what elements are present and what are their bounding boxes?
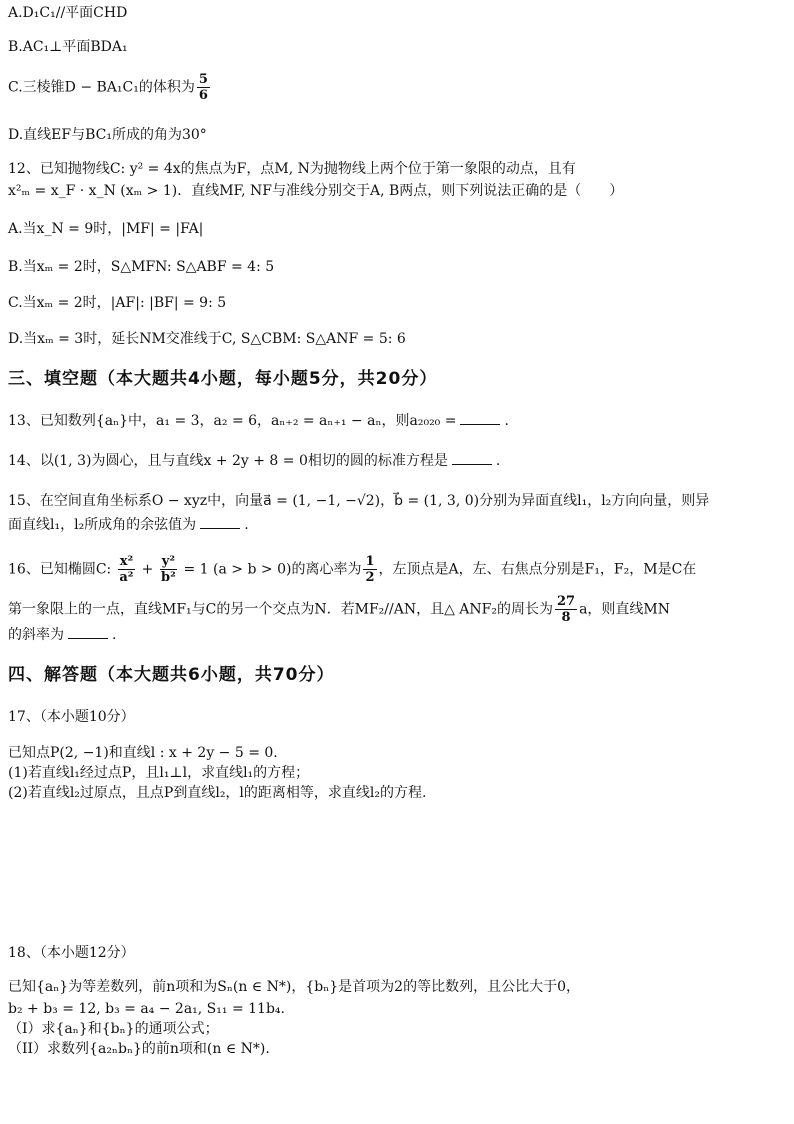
fraction-denominator: 6 [198, 88, 208, 103]
option-12a: A.当x_N = 9时，|MF| = |FA| [8, 221, 204, 237]
question-16-line3 [8, 624, 116, 646]
question-17-line3: (2)若直线l₂过原点，且点P到直线l₂，l的距离相等，求直线l₂的方程. [8, 785, 427, 801]
question-13-end: . [504, 413, 509, 429]
question-15-line2 [8, 514, 249, 536]
option-11b: B.AC₁⊥平面BDA₁ [8, 39, 128, 55]
question-16-line1 [8, 554, 696, 585]
question-15-end: . [244, 517, 249, 533]
option-11a: A.D₁C₁//平面CHD [8, 5, 128, 21]
fraction-y2-b2 [160, 554, 177, 585]
fraction-numerator: x² [119, 554, 134, 569]
answer-blank [200, 514, 240, 529]
question-18-line1: 已知{aₙ}为等差数列，前n项和为Sₙ(n ∈ N*)，{bₙ}是首项为2的等比数列，且公比大于0， [8, 979, 580, 995]
fraction-denominator: 8 [561, 610, 571, 625]
option-12c: C.当xₘ = 2时，|AF|: |BF| = 9: 5 [8, 295, 227, 311]
question-15-text: 面直线l₁，l₂所成角的余弦值为 [8, 517, 197, 533]
answer-blank [452, 450, 492, 465]
question-17-line1: 已知点P(2, −1)和直线l : x + 2y − 5 = 0. [8, 745, 278, 761]
fraction-numerator: 5 [198, 72, 208, 87]
question-18-heading: 18、（本小题12分） [8, 945, 135, 961]
plus-sign: + [141, 561, 154, 578]
question-16-text-b: = 1 (a > b > 0)的离心率为 [183, 561, 362, 578]
fraction-numerator: y² [161, 554, 176, 569]
question-13 [8, 410, 509, 432]
option-12d: D.当xₘ = 3时，延长NM交准线于C, S△CBM: S△ANF = 5: 6 [8, 331, 406, 347]
question-17-heading: 17、（本小题10分） [8, 709, 135, 725]
question-17-line2: (1)若直线l₁经过点P，且l₁⊥l，求直线l₁的方程； [8, 765, 310, 781]
fraction-denominator: 2 [365, 570, 375, 585]
question-14-end: . [495, 453, 501, 469]
question-12-line1: 12、已知抛物线C: y² = 4x的焦点为F，点M, N为抛物线上两个位于第一象限的动点，且有 [8, 161, 576, 177]
question-14 [8, 450, 500, 472]
question-16-text-a: 16、已知椭圆C: [8, 561, 112, 578]
question-12-line2: x²ₘ = x_F · x_N (xₘ > 1)．直线MF, NF与准线分别交于A, B两点，则下列说法正确的是（ ） [8, 183, 624, 199]
option-12b: B.当xₘ = 2时，S△MFN: S△ABF = 4: 5 [8, 259, 275, 275]
section-3-heading: 三、填空题（本大题共4小题，每小题5分，共20分） [8, 369, 438, 389]
fraction-1-2 [363, 554, 376, 585]
question-18-line3: （I）求{aₙ}和{bₙ}的通项公式； [8, 1021, 219, 1037]
question-16-text-c: ，左顶点是A，左、右焦点分别是F₁，F₂，M是C在 [378, 561, 697, 578]
fraction-27-8 [555, 594, 577, 625]
question-15-line1: 15、在空间直角坐标系O − xyz中，向量a⃗ = (1, −1, −√2)，b⃗ = (1, 3, 0)分别为异面直线l₁，l₂方向向量，则异 [8, 493, 710, 509]
fraction-numerator: 27 [556, 594, 576, 609]
question-14-text: 14、以(1, 3)为圆心，且与直线x + 2y + 8 = 0相切的圆的标准方程是 [8, 453, 448, 469]
question-18-line4: （II）求数列{a₂ₙbₙ}的前n项和(n ∈ N*). [8, 1041, 270, 1057]
section-4-heading: 四、解答题（本大题共6小题，共70分） [8, 665, 335, 685]
fraction-numerator: 1 [365, 554, 375, 569]
fraction-5-6 [197, 72, 210, 103]
option-11c-text: C.三棱锥D − BA₁C₁的体积为 [8, 79, 195, 96]
answer-blank [68, 624, 108, 639]
question-16-text-f: 的斜率为 [8, 627, 64, 643]
question-16-text-e: a，则直线MN [579, 601, 671, 618]
option-11c [8, 72, 212, 103]
question-16-line2 [8, 594, 670, 625]
question-18-line2: b₂ + b₃ = 12, b₃ = a₄ − 2a₁, S₁₁ = 11b₄. [8, 1001, 285, 1017]
question-16-text-d: 第一象限上的一点，直线MF₁与C的另一个交点为N．若MF₂//AN，且△ ANF₂的周长为 [8, 601, 553, 618]
fraction-denominator: b² [161, 570, 176, 585]
fraction-x2-a2 [118, 554, 135, 585]
fraction-denominator: a² [119, 570, 134, 585]
answer-blank [460, 410, 500, 425]
question-16-end: . [112, 627, 117, 643]
question-13-text: 13、已知数列{aₙ}中，a₁ = 3，a₂ = 6，aₙ₊₂ = aₙ₊₁ − aₙ，则a₂₀₂₀ = [8, 413, 457, 429]
option-11d: D.直线EF与BC₁所成的角为30° [8, 127, 207, 143]
